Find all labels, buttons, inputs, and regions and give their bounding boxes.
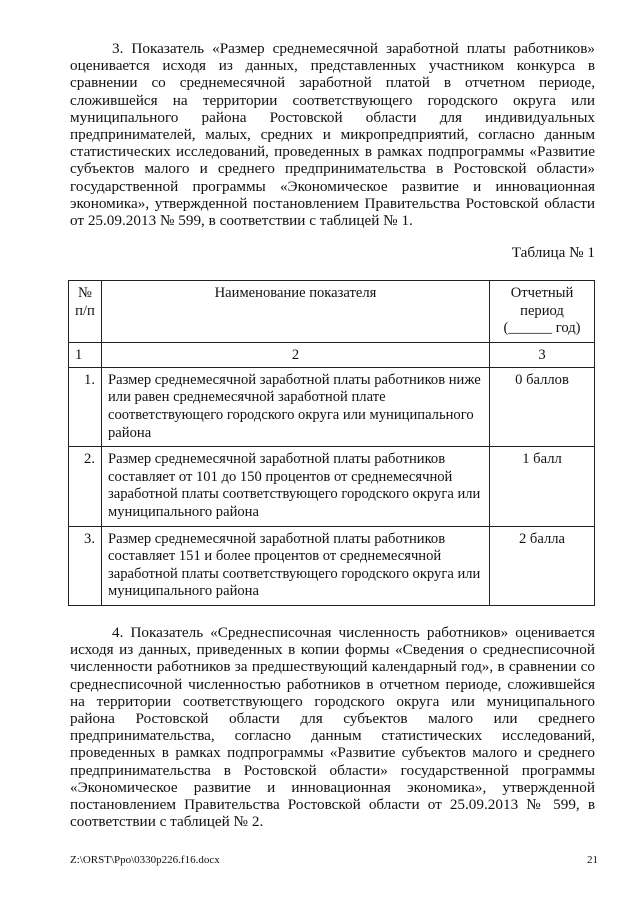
column-number-row [69,342,595,367]
row-score: 1 балл [490,447,595,526]
header-name: Наименование показателя [102,281,490,343]
paragraph-4: 4. Показатель «Среднесписочная численность работников» оценивается исходя из данных, приведенных в копии формы «Сведения о среднесписочной численности работников за предшествующий календарный год», в сравнении со среднесписочной численностью работников в отчетном периоде, сложившейся на территории соответствующего городского округа или муниципального района Ростовской области для субъектов малого или среднего предпринимательства, согласно данным статистических исследований, проведенных в рамках подпрограммы «Развитие субъектов малого и среднего предпринимательства в Ростовской области» государственной программы «Экономическое развитие и инновационная экономика», утвержденной постановлением Правительства Ростовской области от 25.09.2013 № 599, в соответствии с таблицей № 2. [70,624,595,831]
row-name: Размер среднемесячной заработной платы работников ниже или равен среднемесячной заработной плате соответствующего городского округа или муниципального района [102,367,490,446]
paragraph-3: 3. Показатель «Размер среднемесячной заработной платы работников» оценивается исходя из данных, представленных участником конкурса в сравнении со среднемесячной заработной платой в отчетном периоде, сложившейся на территории соответствующего городского округа или муниципального района Ростовской области для индивидуальных предпринимателей, малых, средних и микропредприятий, согласно данным статистических исследований, проведенных в рамках подпрограммы «Развитие субъектов малого и среднего предпринимательства в Ростовской области» государственной программы «Экономическое развитие и инновационная экономика», утвержденной постановлением Правительства Ростовской области от 25.09.2013 № 599, в соответствии с таблицей № 1. [70,40,595,230]
row-name: Размер среднемесячной заработной платы работников составляет 151 и более процентов от среднемесячной заработной платы соответствующего городского округа или муниципального района [102,526,490,605]
row-name: Размер среднемесячной заработной платы работников составляет от 101 до 150 процентов от среднемесячной заработной платы соответствующего городского округа или муниципального района [102,447,490,526]
table-row [69,526,595,605]
row-num: 1. [69,367,102,446]
footer-page-number: 21 [587,854,598,866]
footer-file-path: Z:\ORST\Ppo\0330p226.f16.docx [70,854,220,866]
row-num: 3. [69,526,102,605]
column-number-1: 1 [69,342,102,367]
row-num: 2. [69,447,102,526]
row-score: 2 балла [490,526,595,605]
table-header-row [69,281,595,343]
header-num: № п/п [69,281,102,343]
table-caption: Таблица № 1 [511,244,595,261]
row-score: 0 баллов [490,367,595,446]
column-number-2: 2 [102,342,490,367]
header-period: Отчетный период (______ год) [490,281,595,343]
table-row [69,447,595,526]
table-row [69,367,595,446]
indicator-table [68,280,595,606]
column-number-3: 3 [490,342,595,367]
